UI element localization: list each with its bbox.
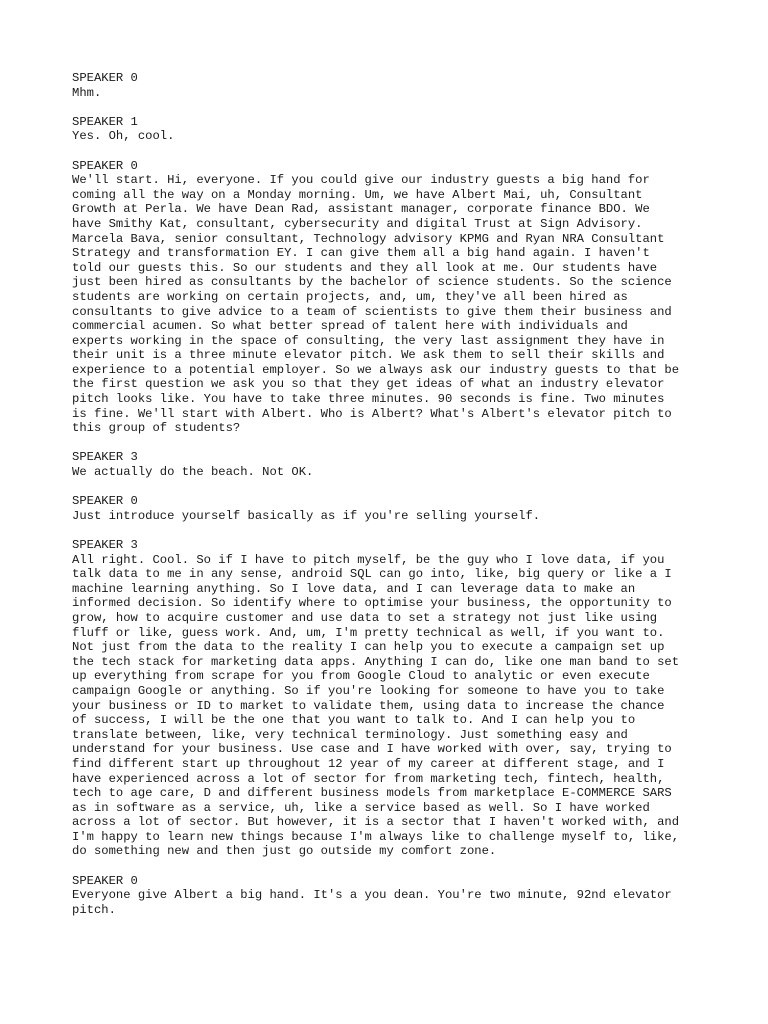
speaker-label: SPEAKER 0	[72, 71, 138, 85]
transcript-entry	[72, 115, 712, 144]
speaker-label: SPEAKER 0	[72, 873, 138, 888]
transcript-entry	[72, 538, 712, 859]
transcript-page	[72, 71, 712, 932]
transcript-entry	[72, 450, 712, 479]
speaker-label: SPEAKER 0	[72, 494, 138, 509]
utterance-text: Mhm.	[72, 85, 102, 100]
transcript-entry	[72, 494, 712, 523]
speaker-label: SPEAKER 1	[72, 114, 138, 129]
speaker-label: SPEAKER 0	[72, 158, 138, 173]
speaker-label: SPEAKER 3	[72, 538, 138, 552]
utterance-text: All right. Cool. So if I have to pitch myself, be the guy who I love data, if you talk data to me in any sense, android SQL can go into, like, big query or like a I machine learning anything. So I love data, and I can leverage data to make an informed decision. So identify where to optimise your business, the opportunity to grow, how to acquire customer and use data to set a strategy not just like using fluff or like, guess work. And, um, I'm pretty technical as well, if you want to. Not just from the data to the reality I can help you to execute a campaign set up the tech stack for marketing data apps. Anything I can do, like one man band to set up everything from scrape for you from Google Cloud to analytic or even execute campaign Google or anything. So if you're looking for someone to have you to take your business or ID to market to validate them, using data to increase the chance of success, I will be the one that you want to talk to. And I can help you to translate between, like, very technical terminology. Just something easy and understand for your business. Use case and I have worked with over, say, trying to find different start up throughout 12 year of my career at different stage, and I have experienced across a lot of sector for from marketing tech, fintech, health, tech to age care, D and different business models from marketplace E-COMMERCE SARS as in software as a service, uh, like a service based as well. So I have worked across a lot of sector. But however, it is a sector that I haven't worked with, and I'm happy to learn new things because I'm always like to challenge myself to, like, do something new and then just go outside my comfort zone.	[72, 552, 680, 859]
transcript-entry	[72, 71, 712, 100]
utterance-text: Everyone give Albert a big hand. It's a you dean. You're two minute, 92nd elevator pitch.	[72, 888, 672, 917]
speaker-label: SPEAKER 3	[72, 450, 138, 465]
utterance-text: We'll start. Hi, everyone. If you could give our industry guests a big hand for coming all the way on a Monday morning. Um, we have Albert Mai, uh, Consultant Growth at Perla. We have Dean Rad, assistant manager, corporate finance BDO. We have Smithy Kat, consultant, cybersecurity and digital Trust at Sign Advisory. Marcela Bava, senior consultant, Technology advisory KPMG and Ryan NRA Consultant Strategy and transformation EY. I can give them all a big hand again. I haven't told our guests this. So our students and they all look at me. Our students have just been hired as consultants by the bachelor of science students. So the science students are working on certain projects, and, um, they've all been hired as consultants to give advice to a team of scientists to give them their business and commercial acumen. So what better spread of talent here with individuals and experts working in the space of consulting, the very last assignment they have in their unit is a three minute elevator pitch. We ask them to sell their skills and experience to a potential employer. So we always ask our industry guests to that be the first question we ask you so that they get ideas of what an industry elevator pitch looks like. You have to take three minutes. 90 seconds is fine. Two minutes is fine. We'll start with Albert. Who is Albert? What's Albert's elevator pitch to this group of students?	[72, 173, 680, 436]
utterance-text: We actually do the beach. Not OK.	[72, 465, 314, 480]
transcript-entry	[72, 159, 712, 436]
utterance-text: Yes. Oh, cool.	[72, 129, 175, 144]
utterance-text: Just introduce yourself basically as if you're selling yourself.	[72, 508, 541, 523]
transcript-entry	[72, 874, 712, 918]
